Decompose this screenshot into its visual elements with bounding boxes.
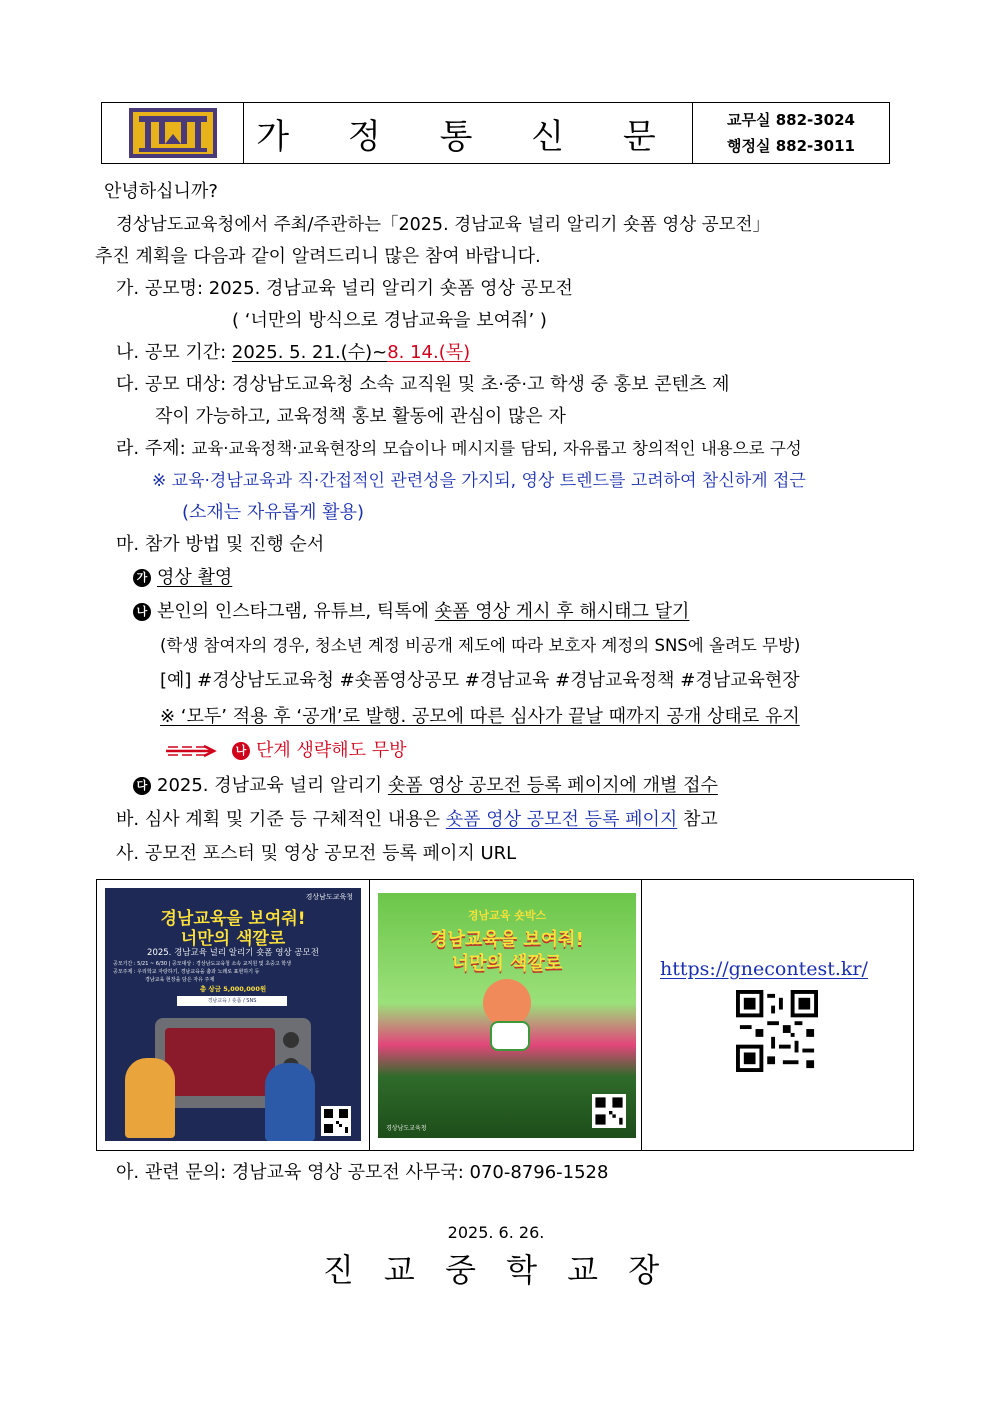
item-ga: 가. 공모명: 2025. 경남교육 널리 알리기 숏폼 영상 공모전 xyxy=(116,278,573,299)
step-2-note: (학생 참여자의 경우, 청소년 계정 비공개 제도에 따라 보호자 계정의 SNS에 올려도 무방) xyxy=(160,636,801,655)
character-body-icon xyxy=(490,1021,530,1051)
intro-line-2: 추진 계획을 다음과 같이 알려드리니 많은 참여 바랍니다. xyxy=(95,246,541,267)
item-ra-text: 교육·교육정책·교육현장의 모습이나 메시지를 담되, 자유롭고 창의적인 내용으로 구성 xyxy=(191,439,802,458)
skip-note xyxy=(164,739,407,763)
item-ra-note-2: (소재는 자유롭게 활용) xyxy=(182,502,364,523)
step-1-text: 영상 촬영 xyxy=(157,567,233,588)
phone-admin: 행정실 882-3011 xyxy=(727,137,855,155)
item-da-line-2: 작이 가능하고, 교육정책 홍보 활동에 관심이 많은 자 xyxy=(155,406,566,427)
item-na xyxy=(116,341,470,365)
document-date: 2025. 6. 26. xyxy=(447,1223,545,1242)
poster-2-qr-icon xyxy=(592,1094,626,1128)
school-logo-cell xyxy=(102,103,244,163)
step-3-badge: 다 xyxy=(133,777,151,795)
item-a-contact: 아. 관련 문의: 경남교육 영상 공모전 사무국: 070-8796-1528 xyxy=(116,1162,609,1183)
principal-signature: 진 교 중 학 교 장 xyxy=(322,1251,670,1289)
step-2-badge: 나 xyxy=(133,603,151,621)
poster-1-period: 공모기간 : 5/21 ~ 6/30 | 공모대상 : 경상남도교육청 소속 교직원 및 초중고 학생 xyxy=(113,961,291,967)
contest-url-link[interactable]: https://gnecontest.kr/ xyxy=(660,958,868,980)
step-2-warning: ※ ‘모두’ 적용 후 ‘공개’로 발행. 공모에 따른 심사가 끝날 때까지 공개 상태로 유지 xyxy=(160,706,800,727)
poster-1-subtitle: 2025. 경남교육 널리 알리기 숏폼 영상 공모전 xyxy=(147,948,319,958)
phone-office: 교무실 882-3024 xyxy=(727,111,855,129)
contest-qr-code-icon xyxy=(736,990,818,1072)
header-table xyxy=(101,102,890,164)
poster-2-cell xyxy=(370,880,642,1150)
item-ba-suffix: 참고 xyxy=(677,809,718,830)
poster-table xyxy=(96,879,914,1151)
item-ma: 마. 참가 방법 및 진행 순서 xyxy=(116,534,325,555)
item-da-line-1: 다. 공모 대상: 경상남도교육청 소속 교직원 및 초·중·고 학생 중 홍보 콘텐츠 제 xyxy=(116,374,730,395)
contact-phones xyxy=(693,103,889,163)
poster-2-title-2: 너만의 색깔로 xyxy=(451,953,563,974)
poster-2-title-1: 경남교육을 보여줘! xyxy=(430,929,584,950)
item-ba xyxy=(116,808,718,832)
item-ra-note-1: ※ 교육·경남교육과 직·간접적인 관련성을 가지되, 영상 트렌드를 고려하여 참신하게 접근 xyxy=(152,471,806,491)
period-start: 2025. 5. 21.(수)~ xyxy=(231,342,388,363)
step-1-badge: 가 xyxy=(133,569,151,587)
poster-2 xyxy=(378,893,636,1138)
document-title: 가 정 통 신 문 xyxy=(244,103,693,163)
poster-1-brand: 경상남도교육청 xyxy=(305,893,353,901)
period-end: 8. 14.(목) xyxy=(387,342,471,363)
poster-1-boy-icon xyxy=(265,1063,315,1141)
step-1 xyxy=(133,566,232,590)
step-2-prefix: 본인의 인스타그램, 유튜브, 틱톡에 xyxy=(157,601,435,622)
intro-line-1: 경상남도교육청에서 주최/주관하는「2025. 경남교육 널리 알리기 숏폼 영상 공모전」 xyxy=(116,215,770,235)
poster-1-theme-2: 경남교육 현장을 담은 자유 주제 xyxy=(145,977,215,983)
poster-1-qr-icon xyxy=(321,1106,351,1136)
poster-1-title-1: 경남교육을 보여줘! xyxy=(160,909,306,929)
item-ra-label: 라. 주제: xyxy=(116,438,192,459)
step-3-prefix: 2025. 경남교육 널리 알리기 xyxy=(157,775,388,796)
watermelon-character-icon xyxy=(483,979,531,1027)
step-2 xyxy=(133,600,689,624)
poster-2-brand: 경상남도교육청 xyxy=(386,1125,427,1132)
step-3 xyxy=(133,774,718,798)
poster-1 xyxy=(105,888,361,1141)
item-sa: 사. 공모전 포스터 및 영상 공모전 등록 페이지 URL xyxy=(116,843,517,864)
step-2-underlined: 숏폼 영상 게시 후 해시태그 달기 xyxy=(434,601,690,622)
poster-1-tags: 경남교육 / 숏폼 / SNS xyxy=(177,996,287,1006)
poster-1-prize: 총 상금 5,000,000원 xyxy=(199,985,267,993)
item-na-label: 나. 공모 기간: xyxy=(116,342,232,363)
skip-text: 단계 생략해도 무방 xyxy=(256,740,407,761)
url-cell xyxy=(642,880,913,1150)
item-ra xyxy=(116,437,802,461)
poster-1-theme: 공모주제 : 우리학교 자랑하기, 경남교육을 춤과 노래로 표현하기 등 xyxy=(113,969,260,975)
poster-1-girl-icon xyxy=(125,1058,175,1138)
skip-badge: 나 xyxy=(232,742,250,760)
item-ba-prefix: 바. 심사 계획 및 기준 등 구체적인 내용은 xyxy=(116,809,446,830)
arrow-icon xyxy=(164,744,224,758)
step-2-example: [예] #경상남도교육청 #숏폼영상공모 #경남교육 #경남교육정책 #경남교육현장 xyxy=(160,670,800,691)
greeting: 안녕하십니까? xyxy=(104,181,218,202)
poster-1-cell xyxy=(97,880,370,1150)
poster-1-title-2: 너만의 색깔로 xyxy=(180,929,286,949)
step-3-underlined: 숏폼 영상 공모전 등록 페이지에 개별 접수 xyxy=(387,775,718,796)
school-logo-icon xyxy=(129,108,217,158)
item-ga-sub: ( ‘너만의 방식으로 경남교육을 보여줘’ ) xyxy=(232,310,547,331)
registration-page-link[interactable]: 숏폼 영상 공모전 등록 페이지 xyxy=(445,809,678,830)
poster-2-top: 경남교육 숏박스 xyxy=(467,909,547,922)
